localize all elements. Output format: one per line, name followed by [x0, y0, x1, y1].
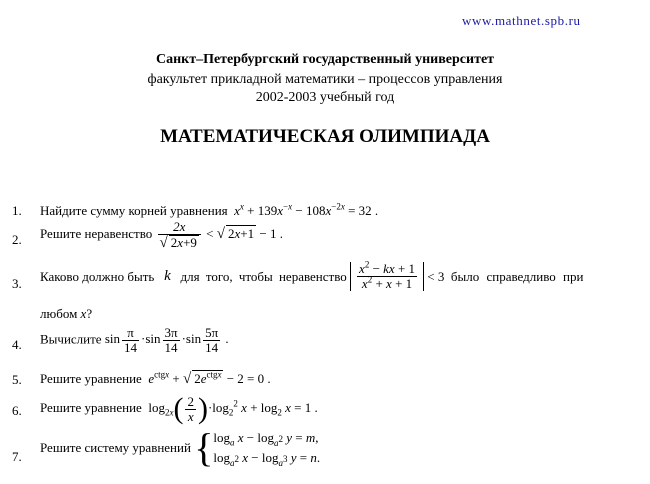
problem-3-number: 3.: [12, 276, 22, 291]
problem-5-number: 5.: [12, 372, 22, 387]
problem-6-formula: $\log_{2x}$( $\frac{2}{x}$ )$\cdot\log_2^2$ $x + \log_2 x = 1$ .: [145, 392, 318, 425]
problem-4-formula: sin $\frac{\pi}{14}$ ·sin $\frac{3\pi}{14}$ ·sin $\frac{5\pi}{14}$ .: [104, 325, 229, 355]
problem-6: [40, 392, 318, 426]
problem-1-number: 1.: [12, 203, 22, 218]
problem-1-text: Найдите сумму корней уравнения: [40, 203, 228, 218]
problem-3-text: Каково должно быть: [40, 268, 155, 284]
problem-2-text: Решите неравенство: [40, 225, 153, 241]
problem-3-line-2: любом x?: [40, 306, 93, 321]
problem-2-formula: $\frac{2x}{√ 2x+9}$ < √ 2x+1 − 1 .: [159, 219, 283, 251]
problem-4-text: Вычислите: [40, 331, 102, 347]
faculty-name: факультет прикладной математики – процессов управления: [147, 72, 503, 87]
problem-7: [40, 425, 321, 470]
problem-3-text-2: для того, чтобы неравенство: [180, 268, 347, 284]
problem-4: [40, 326, 229, 355]
problem-5: [40, 370, 271, 388]
problem-1: [40, 203, 378, 219]
problem-7-number: 7.: [12, 449, 22, 464]
problem-3: Каково должно быть k для того, чтобы неравенство $\frac{x^2 - kx + 1}{x^2 + x + 1}$ < 3 было справедливо при: [40, 259, 584, 291]
problem-6-text: Решите уравнение: [40, 399, 142, 415]
var-k: k: [164, 268, 171, 284]
problem-2-number: 2.: [12, 232, 22, 247]
problem-4-number: 4.: [12, 337, 22, 352]
site-url[interactable]: www.mathnet.spb.ru: [462, 13, 581, 28]
problem-7-text: Решите систему уравнений: [40, 440, 191, 455]
problem-3-text-3: было справедливо при: [450, 268, 584, 284]
page-title: МАТЕМАТИЧЕСКАЯ ОЛИМПИАДА: [160, 126, 490, 147]
problem-5-formula: $e^{ctgx}$ + √ $2e^{ctgx} - 2 = 0$ .: [148, 369, 271, 387]
system-brace: {: [194, 425, 214, 470]
university-name: Санкт–Петербургский государственный университет: [155, 52, 495, 67]
problem-6-number: 6.: [12, 403, 22, 418]
problem-7-formula: $\log_a x - \log_{a^2} y = m$, $\log_{a^2} x - \log_{a^3} y = n$.: [213, 430, 321, 468]
academic-year: 2002-2003 учебный год: [255, 90, 395, 105]
problem-5-text: Решите уравнение: [40, 371, 142, 386]
problem-2: [40, 220, 283, 250]
problem-3-text-4: любом: [40, 306, 78, 321]
problem-3-formula: $\frac{x^2 - kx + 1}{x^2 + x + 1}$: [350, 262, 424, 291]
problem-1-formula: $x^x + 139x^{-x} - 108x^{-2x} = 32$ .: [234, 201, 379, 218]
